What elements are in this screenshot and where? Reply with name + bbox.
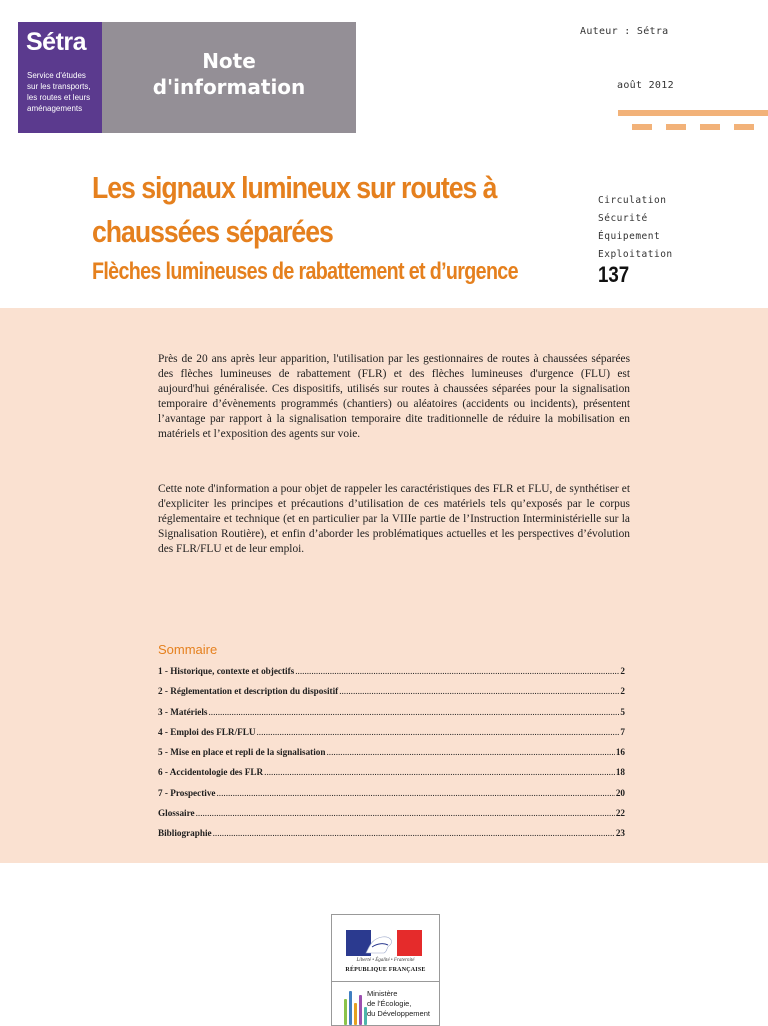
brand-name: Sétra [26,28,87,56]
toc-entry-page: 5 [620,706,625,717]
toc-entry-page: 2 [620,666,625,676]
toc-entry-label: 5 - Mise en place et repli de la signalisation [158,747,326,758]
publication-date: août 2012 [617,80,674,91]
toc-leader [257,727,620,737]
toc-entry-label: 4 - Emploi des FLR/FLU [158,726,256,737]
toc-entry-page: 22 [615,808,625,819]
toc-entry-label: 3 - Matériels [158,706,208,717]
toc-entry[interactable] [158,828,625,848]
ministry-name [367,989,430,1019]
republic-name: RÉPUBLIQUE FRANÇAISE [345,967,426,973]
theme-list [598,192,673,264]
note-label-line2: d'information [152,75,306,99]
header-accent-dash [632,124,652,130]
header-accent-line [618,110,768,116]
toc-entry[interactable] [158,666,625,686]
note-information-banner [102,22,356,133]
title-line1: Les signaux lumineux sur routes à [92,170,497,205]
toc-entry-page: 20 [615,787,625,798]
toc-entry-label: Glossaire [158,808,195,819]
toc-entry-page: 16 [615,747,625,758]
toc-leader [196,808,615,818]
toc-entry[interactable] [158,788,625,808]
brand-tagline: Service d'études sur les transports, les routes et leurs aménagements [27,71,91,113]
marianne-icon [360,933,400,955]
republic-motto: Liberté • Égalité • Fraternité [356,958,415,963]
header-accent-dash [666,124,686,130]
toc-entry-page: 23 [615,828,625,839]
toc-leader [213,828,615,838]
logo-divider [332,981,439,982]
theme-item: Sécurité [598,213,648,224]
document-title [92,166,496,254]
toc-entry-label: 6 - Accidentologie des FLR [158,767,264,778]
note-label-line1: Note [202,49,256,73]
toc-leader [295,666,619,676]
toc-entry-label: 7 - Prospective [158,787,216,798]
toc-entry[interactable] [158,808,625,828]
author-label: Auteur : Sétra [580,26,669,37]
ministry-line: du Développement [367,1009,430,1018]
toc-heading: Sommaire [158,642,218,657]
toc-entry-label: 1 - Historique, contexte et objectifs [158,666,295,676]
ministry-logo [331,914,440,1026]
ministry-bars-icon [342,987,368,1025]
theme-item: Exploitation [598,249,673,260]
setra-logo [18,22,102,133]
title-line2: chaussées séparées [92,214,333,249]
toc-entry-page: 7 [620,726,625,737]
toc-entry-page: 2 [620,686,625,697]
toc-entry[interactable] [158,686,625,706]
toc-leader [327,747,615,757]
toc-entry-label: 2 - Réglementation et description du dispositif [158,686,339,697]
table-of-contents [158,666,625,849]
toc-entry[interactable] [158,767,625,787]
toc-leader [264,767,615,777]
toc-leader [339,686,619,696]
purpose-paragraph: Cette note d'information a pour objet de rappeler les caractéristiques des FLR et FLU, de synthétiser et d'expliciter les principes et précautions d’utilisation de ces matériels tels qu’exposés par le corpus réglementaire et technique (et en particulier par la VIIIe partie de l’Instruction Interministérielle sur la Signalisation Routière), et enfin d’aborder les problématiques actuelles et les perspectives d’évolution des FLR/FLU et de leur emploi. [158,483,630,555]
toc-entry[interactable] [158,747,625,767]
toc-entry[interactable] [158,727,625,747]
header-accent-dash [734,124,754,130]
toc-entry[interactable] [158,707,625,727]
header-accent-dash [700,124,720,130]
ministry-line: Ministère [367,989,398,998]
toc-leader [217,788,615,798]
french-flag-icon [346,930,422,956]
document-subtitle: Flèches lumineuses de rabattement et d’urgence [92,258,518,285]
toc-entry-page: 18 [615,767,625,778]
theme-item: Équipement [598,231,661,242]
intro-paragraph: Près de 20 ans après leur apparition, l'utilisation par les gestionnaires de routes à chaussées séparées des flèches lumineuses de rabattement (FLR) et des flèches lumineuses d'urgence (FLU) est aujourd'hui généralisée. Ces dispositifs, utilisés sur routes à chaussées séparées pour la signalisation temporaire d’évènements programmés (chantiers) ou aléatoires (accidents ou incidents), présentent l’avantage par rapport à la signalisation temporaire dite traditionnelle de réduire la mobilisation en matériels et l’exposition des agents sur voie. [158,353,630,440]
issue-number: 137 [598,262,630,287]
ministry-line: de l'Écologie, [367,999,412,1008]
toc-leader [209,707,620,717]
toc-entry-label: Bibliographie [158,828,212,839]
theme-item: Circulation [598,195,667,206]
